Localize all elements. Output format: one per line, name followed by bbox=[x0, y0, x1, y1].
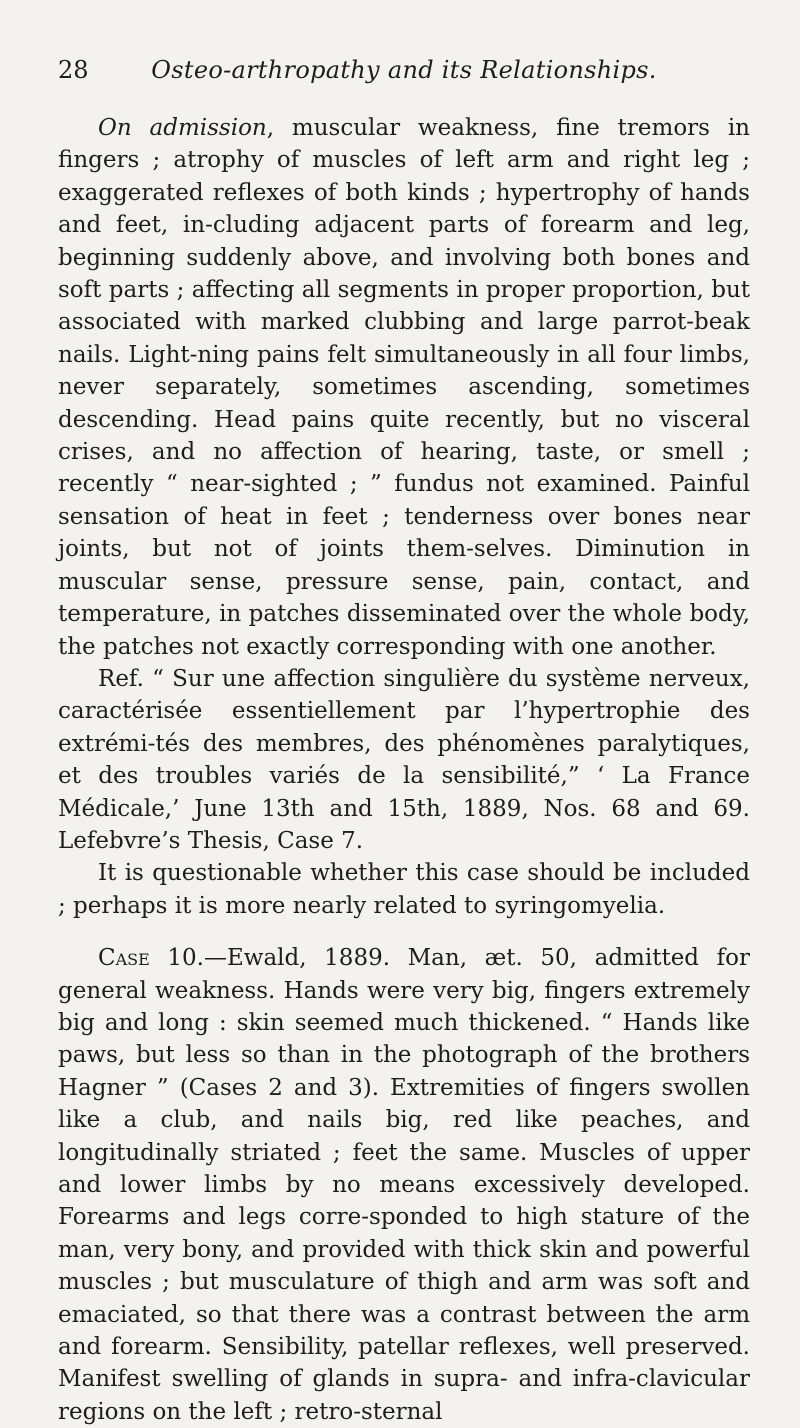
case-heading: Case 10. bbox=[98, 945, 204, 972]
paragraph-note: It is questionable whether this case should be included ; perhaps it is more nearly related to syringomyelia. bbox=[58, 860, 750, 919]
paragraph-text: —Ewald, 1889. Man, æt. 50, admitted for general weakness. Hands were very big, fingers extremely big and long : skin seemed much thickened. “ Hands like paws, but less so than in the photograph of the brothers Hagner ” (Cases 2 and 3). Extremities of fingers swollen like a club, and nails big, red like peaches, and longitudinally striated ; feet the same. Muscles of upper and lower limbs by no means excessively developed. Forearms and legs corre-sponded to high stature of the man, very bony, and provided with thick skin and powerful muscles ; but musculature of thigh and arm was soft and emaciated, so that there was a contrast between the arm and forearm. Sensibility, patellar reflexes, well preserved. Manifest swelling of glands in supra- and infra-clavicular regions on the left ; retro-sternal bbox=[58, 945, 750, 1425]
page-body bbox=[58, 112, 750, 1428]
running-head: Osteo-arthropathy and its Relationships. bbox=[151, 56, 657, 84]
paragraph-reference: Ref. “ Sur une affection singulière du système nerveux, caractérisée essentiellement par l’hypertrophie des extrémi-tés des membres, des phénomènes paralytiques, et des troubles variés de la sensibilité,” ‘ La France Médicale,’ June 13th and 15th, 1889, Nos. 68 and 69. Lefebvre’s Thesis, Case 7. bbox=[58, 665, 750, 854]
paragraph-text: , muscular weakness, fine tremors in fingers ; atrophy of muscles of left arm and right leg ; exaggerated reflexes of both kinds ; hypertrophy of hands and feet, in-cluding adjacent parts of forearm and leg, beginning suddenly above, and involving both bones and soft parts ; affecting all segments in proper proportion, but associated with marked clubbing and large parrot-beak nails. Light-ning pains felt simultaneously in all four limbs, never separately, sometimes ascending, sometimes descending. Head pains quite recently, but no visceral crises, and no affection of hearing, taste, or smell ; recently “ near-sighted ; ” fundus not examined. Painful sensation of heat in feet ; tenderness over bones near joints, but not of joints them-selves. Diminution in muscular sense, pressure sense, pain, contact, and temperature, in patches disseminated over the whole body, the patches not exactly corresponding with one another. bbox=[58, 115, 750, 660]
paragraph-lead-italic: On admission bbox=[98, 115, 267, 141]
page-number: 28 bbox=[58, 56, 89, 84]
paragraph-case-10 bbox=[58, 942, 750, 1428]
paragraph-on-admission bbox=[58, 112, 750, 663]
page-header bbox=[58, 50, 750, 92]
